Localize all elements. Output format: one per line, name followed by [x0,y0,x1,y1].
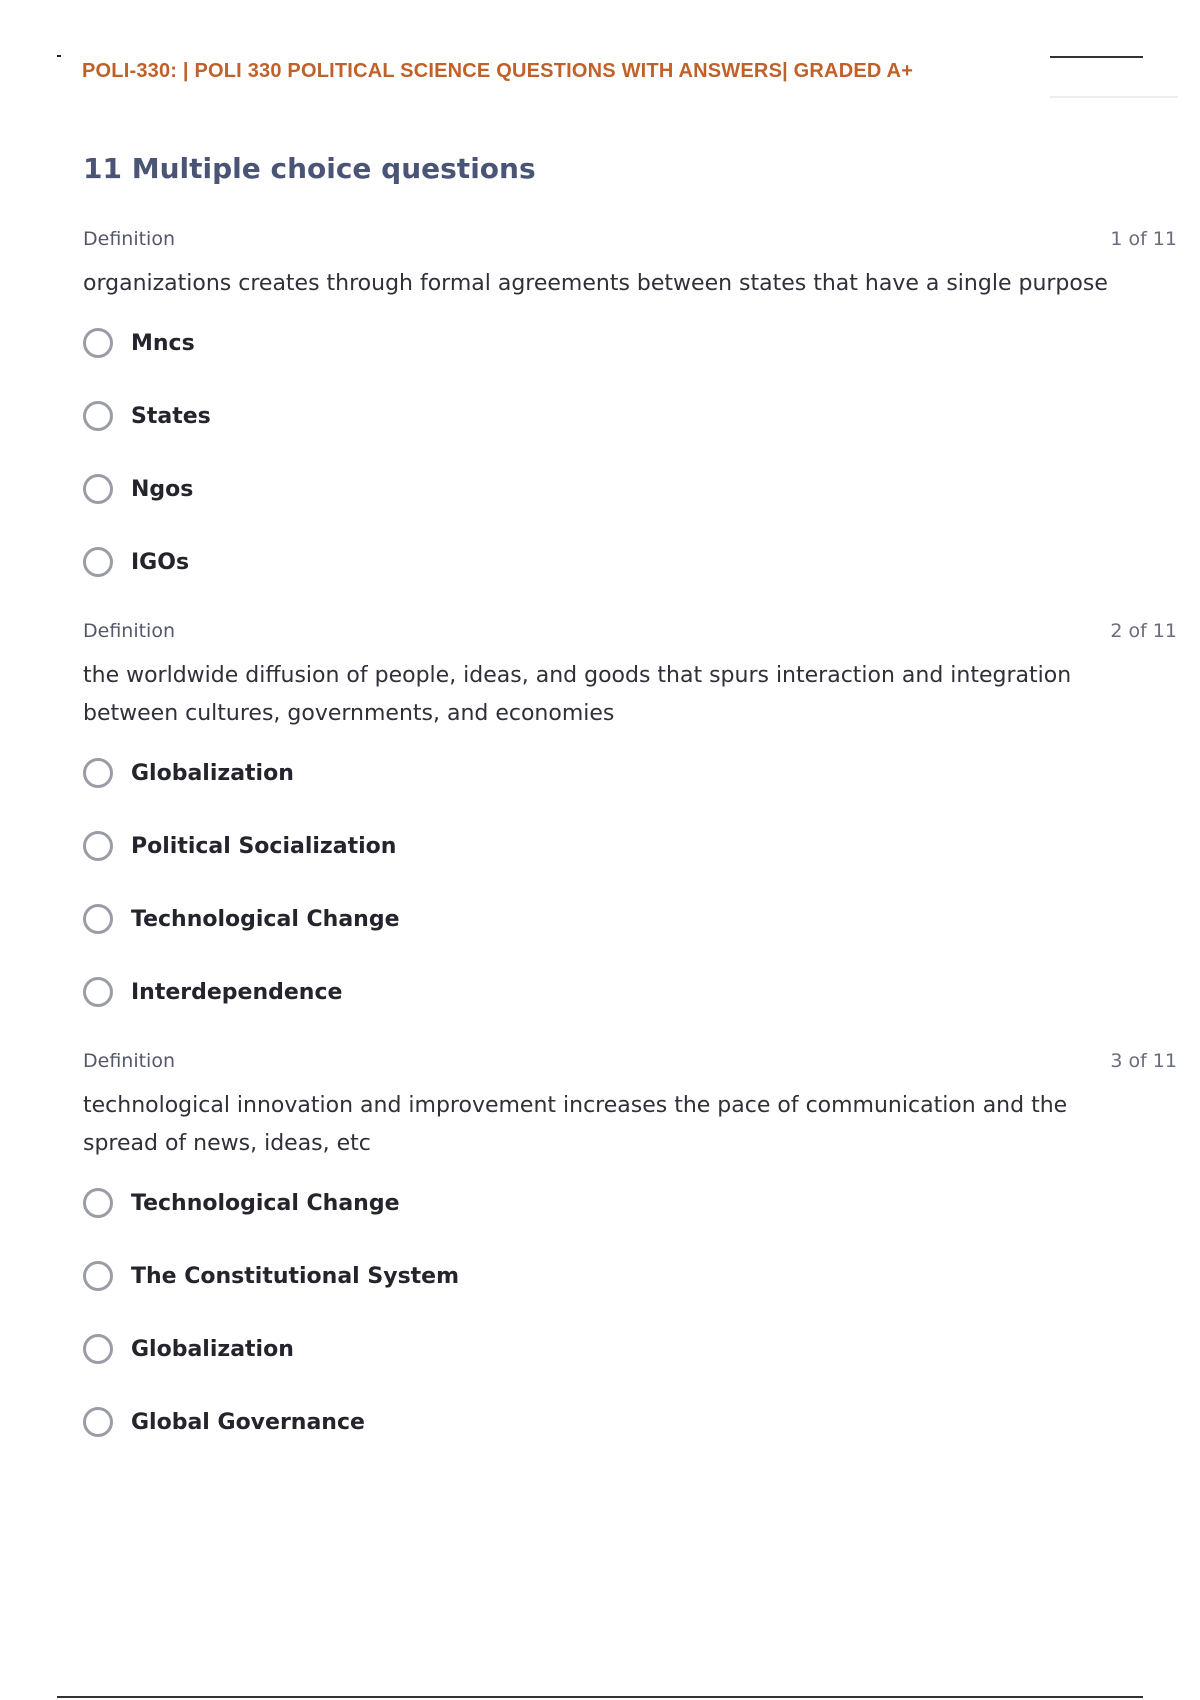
answer-option[interactable] [83,319,1177,367]
radio-button[interactable] [83,547,113,577]
question-meta [83,620,1177,646]
radio-button[interactable] [83,1188,113,1218]
radio-button[interactable] [83,977,113,1007]
question-text: organizations creates through formal agreements between states that have a single purpose [83,271,1108,296]
question-text: the worldwide diffusion of people, ideas, and goods that spurs interaction and integration between cultures, governments, and economies [83,663,1072,726]
option-label: The Constitutional System [131,1263,460,1289]
question-meta [83,1050,1177,1076]
answer-option[interactable] [83,895,1177,943]
answer-options [83,1179,1177,1446]
answer-options [83,749,1177,1016]
question-counter: 2 of 11 [1110,620,1177,642]
answer-option[interactable] [83,822,1177,870]
option-label: Political Socialization [131,833,397,859]
question-meta [83,228,1177,254]
radio-button[interactable] [83,1261,113,1291]
radio-button[interactable] [83,1334,113,1364]
question-counter: 3 of 11 [1110,1050,1177,1072]
option-label: Ngos [131,476,194,502]
answer-option[interactable] [83,1398,1177,1446]
question-text: technological innovation and improvement increases the pace of communication and the spread of news, ideas, etc [83,1093,1068,1156]
answer-option[interactable] [83,749,1177,797]
option-label: Mncs [131,330,195,356]
document-header: POLI-330: | POLI 330 POLITICAL SCIENCE QUESTIONS WITH ANSWERS| GRADED A+ [82,60,914,82]
radio-button[interactable] [83,401,113,431]
question-type: Definition [83,228,176,250]
option-label: Technological Change [131,906,400,932]
radio-button[interactable] [83,758,113,788]
answer-option[interactable] [83,1252,1177,1300]
question-3 [83,1050,1177,1471]
answer-option[interactable] [83,968,1177,1016]
page-mark [57,55,61,57]
option-label: IGOs [131,549,190,575]
option-label: Globalization [131,1336,294,1362]
question-2 [83,620,1177,1041]
question-counter: 1 of 11 [1110,228,1177,250]
question-type: Definition [83,620,176,642]
option-label: Technological Change [131,1190,400,1216]
radio-button[interactable] [83,474,113,504]
radio-button[interactable] [83,904,113,934]
footer-rule [57,1696,1143,1698]
radio-button[interactable] [83,1407,113,1437]
answer-option[interactable] [83,1325,1177,1373]
header-rule-faint [1050,96,1178,98]
quiz-title: 11 Multiple choice questions [83,152,536,185]
question-type: Definition [83,1050,176,1072]
header-rule [1050,56,1143,58]
answer-option[interactable] [83,1179,1177,1227]
answer-option[interactable] [83,465,1177,513]
option-label: States [131,403,211,429]
option-label: Globalization [131,760,294,786]
radio-button[interactable] [83,831,113,861]
answer-option[interactable] [83,392,1177,440]
answer-option[interactable] [83,538,1177,586]
radio-button[interactable] [83,328,113,358]
answer-options [83,319,1177,586]
question-1 [83,228,1177,611]
option-label: Global Governance [131,1409,365,1435]
option-label: Interdependence [131,979,343,1005]
